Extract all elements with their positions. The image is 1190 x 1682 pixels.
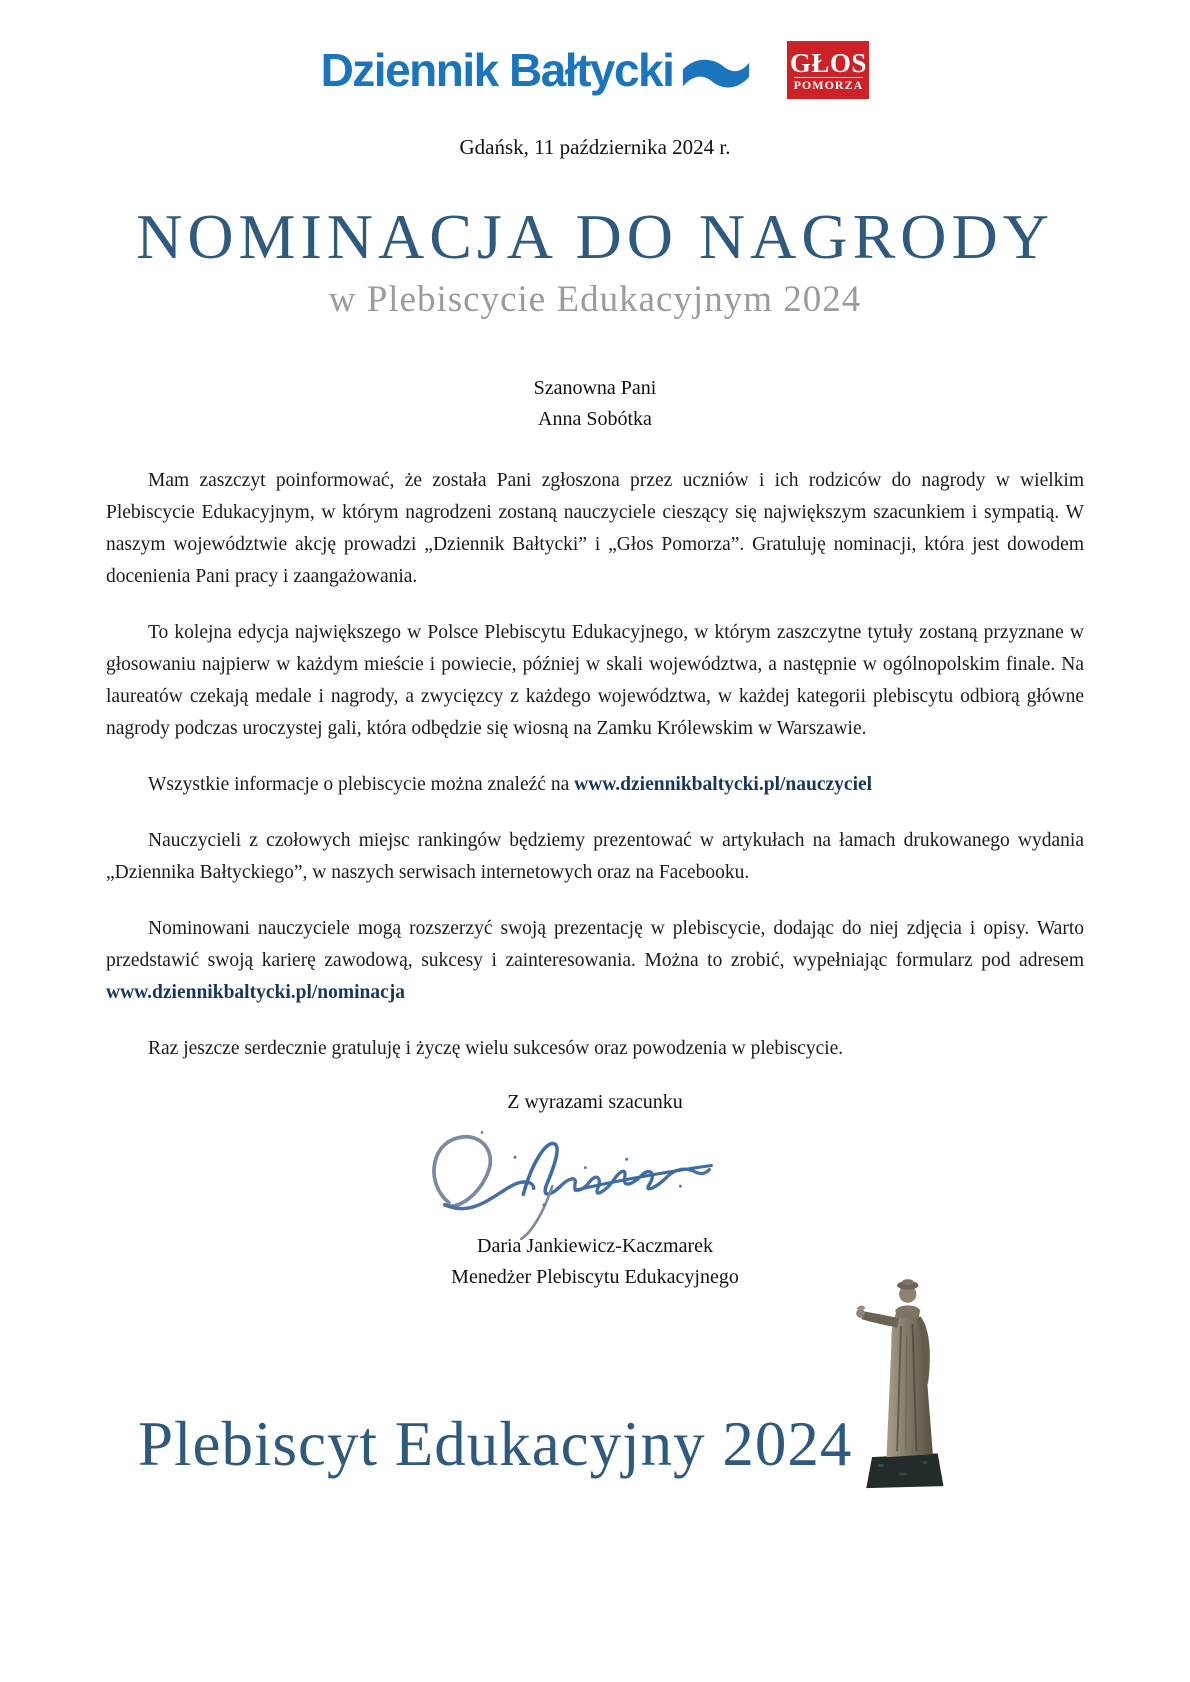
letter-body: [106, 465, 1084, 1065]
valediction: Z wyrazami szacunku: [507, 1090, 683, 1113]
header-logos: [0, 0, 1190, 101]
paragraph-5: [106, 913, 1084, 1009]
glos-pomorza-logo-line2: POMORZA: [793, 77, 864, 92]
glos-pomorza-logo-line1: GŁOS: [789, 47, 867, 78]
addressee-salutation: Szanowna Pani: [533, 376, 657, 399]
nomination-form-link[interactable]: www.dziennikbaltycki.pl/nominacja: [106, 981, 406, 1003]
paragraph-1: Mam zaszczyt poinformować, że została Pani zgłoszona przez uczniów i ich rodziców do nagrody w wielkim Plebiscycie Edukacyjnym, w którym nagrodzeni zostaną nauczyciele cieszący się największym szacunkiem i sympatią. W naszym województwie akcję prowadzi „Dziennik Bałtycki” i „Głos Pomorza”. Gratuluję nominacji, która jest dowodem docenienia Pani pracy i zaangażowania.: [106, 469, 1084, 587]
campaign-title: Plebiscyt Edukacyjny 2024: [138, 1409, 853, 1479]
dziennik-baltycki-logo-text: Dziennik Bałtycki: [320, 43, 674, 96]
page-subtitle: w Plebiscycie Edukacyjnym 2024: [328, 279, 862, 321]
dziennik-baltycki-logo: [321, 38, 752, 101]
statue-image: [842, 1268, 960, 1495]
glos-pomorza-logo: [787, 41, 869, 99]
paragraph-3-text: Wszystkie informacje o plebiscycie można znaleźć na: [148, 773, 575, 795]
paragraph-3: [106, 769, 1084, 801]
signer-title: Menedżer Plebiscytu Edukacyjnego: [451, 1265, 739, 1288]
wave-icon: [681, 54, 751, 101]
dateline: Gdańsk, 11 października 2024 r.: [459, 135, 731, 159]
paragraph-6: Raz jeszcze serdecznie gratuluję i życzę wielu sukcesów oraz powodzenia w plebiscycie.: [148, 1037, 844, 1059]
addressee-name: Anna Sobótka: [538, 407, 652, 430]
plebiscite-info-link[interactable]: www.dziennikbaltycki.pl/nauczyciel: [574, 773, 873, 795]
signature-image: [0, 1122, 1190, 1245]
paragraph-2: To kolejna edycja największego w Polsce Plebiscytu Edukacyjnego, w którym zaszczytne tytuły zostaną przyznane w głosowaniu najpierw w każdym mieście i powiecie, później w skali województwa, a następnie w ogólnopolskim finale. Na laureatów czekają medale i nagrody, a zwycięzcy z każdego województwa, w każdej kategorii plebiscytu odbiorą główne nagrody podczas uroczystej gali, która odbędzie się wiosną na Zamku Królewskim w Warszawie.: [106, 621, 1084, 739]
page-title: NOMINACJA DO NAGRODY: [136, 201, 1054, 272]
paragraph-4: Nauczycieli z czołowych miejsc rankingów będziemy prezentować w artykułach na łamach drukowanego wydania „Dziennika Bałtyckiego”, w naszych serwisach internetowych oraz na Facebooku.: [106, 829, 1084, 883]
addressee-block: [0, 373, 1190, 435]
paragraph-5-text: Nominowani nauczyciele mogą rozszerzyć swoją prezentację w plebiscycie, dodając do niej zdjęcia i opisy. Warto przedstawić swoją karierę zawodową, sukcesy i zainteresowania. Można to zrobić, wypełniając formularz pod adresem: [106, 917, 1084, 971]
closing-block: [0, 1091, 1190, 1293]
signer-name: Daria Jankiewicz-Kaczmarek: [477, 1234, 713, 1257]
